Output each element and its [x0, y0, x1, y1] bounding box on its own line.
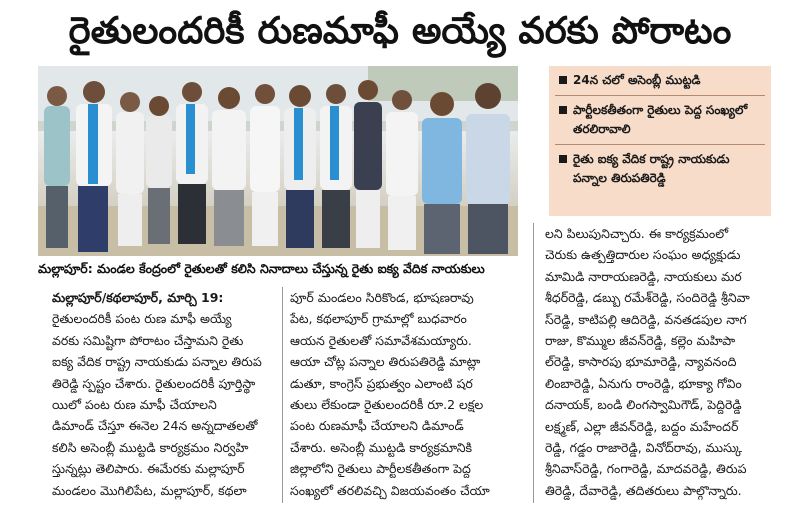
body-line: ఆయన రైతులతో సమావేశమయ్యారు.	[290, 332, 472, 348]
article-photo	[38, 66, 518, 256]
highlight-item	[555, 145, 765, 193]
square-bullet-icon	[559, 76, 567, 84]
highlight-text: పార్టీలకతీతంగా రైతులు పెద్ద సంఖ్యలో తరలిరావాలి	[573, 103, 748, 136]
body-line: వరకు సమిష్టిగా పోరాటం చేస్తామని రైతు	[52, 332, 244, 348]
body-line: చెరుకు ఉత్పత్తిదారుల సంఘం అధ్యక్షుడు	[545, 247, 741, 263]
body-line: పంట రుణమాఫీ చేయాలని డిమాండ్	[290, 418, 464, 434]
body-line: రాజు, కొమ్ముల జీవన్‌రెడ్డి, కల్లెం మహిపా	[545, 333, 736, 349]
highlight-text: 24న చలో అసెంబ్లీ ముట్టడి	[573, 73, 701, 87]
body-line: చేశారు. అసెంబ్లీ ముట్టడి కార్యక్రమానికి	[290, 439, 473, 455]
body-line: ల్‌రెడ్డి, కాసారపు భూమారెడ్డి, న్యావనంది	[545, 354, 737, 370]
body-line: డుతూ, కాంగ్రెస్ ప్రభుత్వం ఎలాంటి షర	[290, 375, 473, 391]
body-line: స్తున్నట్లు తెలిపారు. ఈమేరకు మల్లాపూర్	[52, 461, 245, 477]
body-line: తులు లేకుండా రైతులందరికీ రూ.2 లక్షల	[290, 397, 484, 413]
body-line: రెడ్డి, గడ్డం రాజారెడ్డి, వినోద్‌రావు, ముస్కు	[545, 440, 743, 456]
body-line: సంఖ్యలో తరలివచ్చి విజయవంతం చేయా	[290, 482, 490, 498]
column-divider	[282, 287, 283, 503]
highlight-item	[555, 66, 765, 96]
body-line: రైతులందరికీ పంట రుణ మాఫీ అయ్యే	[52, 311, 232, 327]
highlights-box	[549, 66, 771, 216]
body-line: కలిసి అసెంబ్లీ ముట్టడి కార్యక్రమం నిర్వహి	[52, 439, 249, 455]
body-line: యిలో పంట రుణ మాఫీ చేయాలని	[52, 397, 217, 413]
highlight-text: రైతు ఐక్య వేదిక రాష్ట్ర నాయకుడు పన్నాల తిరుపతిరెడ్డి	[573, 152, 730, 185]
body-line: శ్రీనివాస్‌రెడ్డి, గంగారెడ్డి, మాదవరెడ్డి, తిరుప	[545, 461, 747, 477]
body-line: డిమాండ్ చేస్తూ ఈనెల 24న అన్నదాతలతో	[52, 418, 258, 434]
article-headline: రైతులందరికీ రుణమాఫీ అయ్యే వరకు పోరాటం	[68, 9, 732, 52]
body-line: ఆయా చోట్ల పన్నాల తిరుపతిరెడ్డి మాట్లా	[290, 354, 481, 370]
square-bullet-icon	[559, 106, 567, 114]
article-column-2	[290, 287, 515, 501]
column-divider	[533, 223, 534, 503]
body-line: శీధర్‌రెడ్డి, డబ్బు రమేశ్‌రెడ్డి, సందిరెడ్డి శ్రీనివా	[545, 290, 750, 306]
body-line: లింబారెడ్డి, ఏనుగు రాంరెడ్డి, భూక్యా గోవిం	[545, 375, 742, 391]
body-line: జిల్లాలోని రైతులు పార్టీలకతీతంగా పెద్ద	[290, 461, 471, 477]
body-line: దనాయక్, బండి లింగస్వామిగౌడ్, పెద్దిరెడ్డి	[545, 397, 742, 413]
body-line: లక్ష్మణ్, ఎల్లా జీవన్‌రెడ్డి, బద్దం మహేందర్	[545, 418, 739, 434]
body-line: తిరెడ్డి స్పష్టం చేశారు. రైతులందరికీ పూర్తిస్థా	[52, 375, 256, 391]
highlight-item	[555, 96, 765, 145]
body-line: స్‌రెడ్డి, కాటిపల్లి ఆదిరెడ్డి, వనతడపుల నాగ	[545, 311, 747, 327]
article-column-3	[545, 223, 777, 501]
photo-caption: మల్లాపూర్: మండల కేంద్రంలో రైతులతో కలిసి నినాదాలు చేస్తున్న రైతు ఐక్య వేదిక నాయకులు	[38, 261, 485, 276]
square-bullet-icon	[559, 155, 567, 163]
body-line: లని పిలుపునిచ్చారు. ఈ కార్యక్రమంలో	[545, 226, 729, 241]
group-photo-illustration	[38, 66, 518, 256]
body-line: పూర్ మండలం సిరికొండ, భూషణరావు	[290, 290, 474, 305]
body-line: పేట, కథలాపూర్ గ్రామాల్లో బుధవారం	[290, 311, 467, 327]
body-line: తిరెడ్డి, దేవారెడ్డి, తదితరులు పాల్గొన్నారు.	[545, 482, 742, 498]
article-column-1	[52, 287, 277, 501]
body-line: ఐక్య వేదిక రాష్ట్ర నాయకుడు పన్నాల తిరుప	[52, 354, 262, 370]
dateline: మల్లాపూర్/కథలాపూర్, మార్చి 19:	[52, 290, 224, 305]
body-line: మండలం మొగిలిపేట, మల్లాపూర్, కథలా	[52, 482, 247, 498]
body-line: మామిడి నారాయణరెడ్డి, నాయకులు మర	[545, 268, 742, 284]
